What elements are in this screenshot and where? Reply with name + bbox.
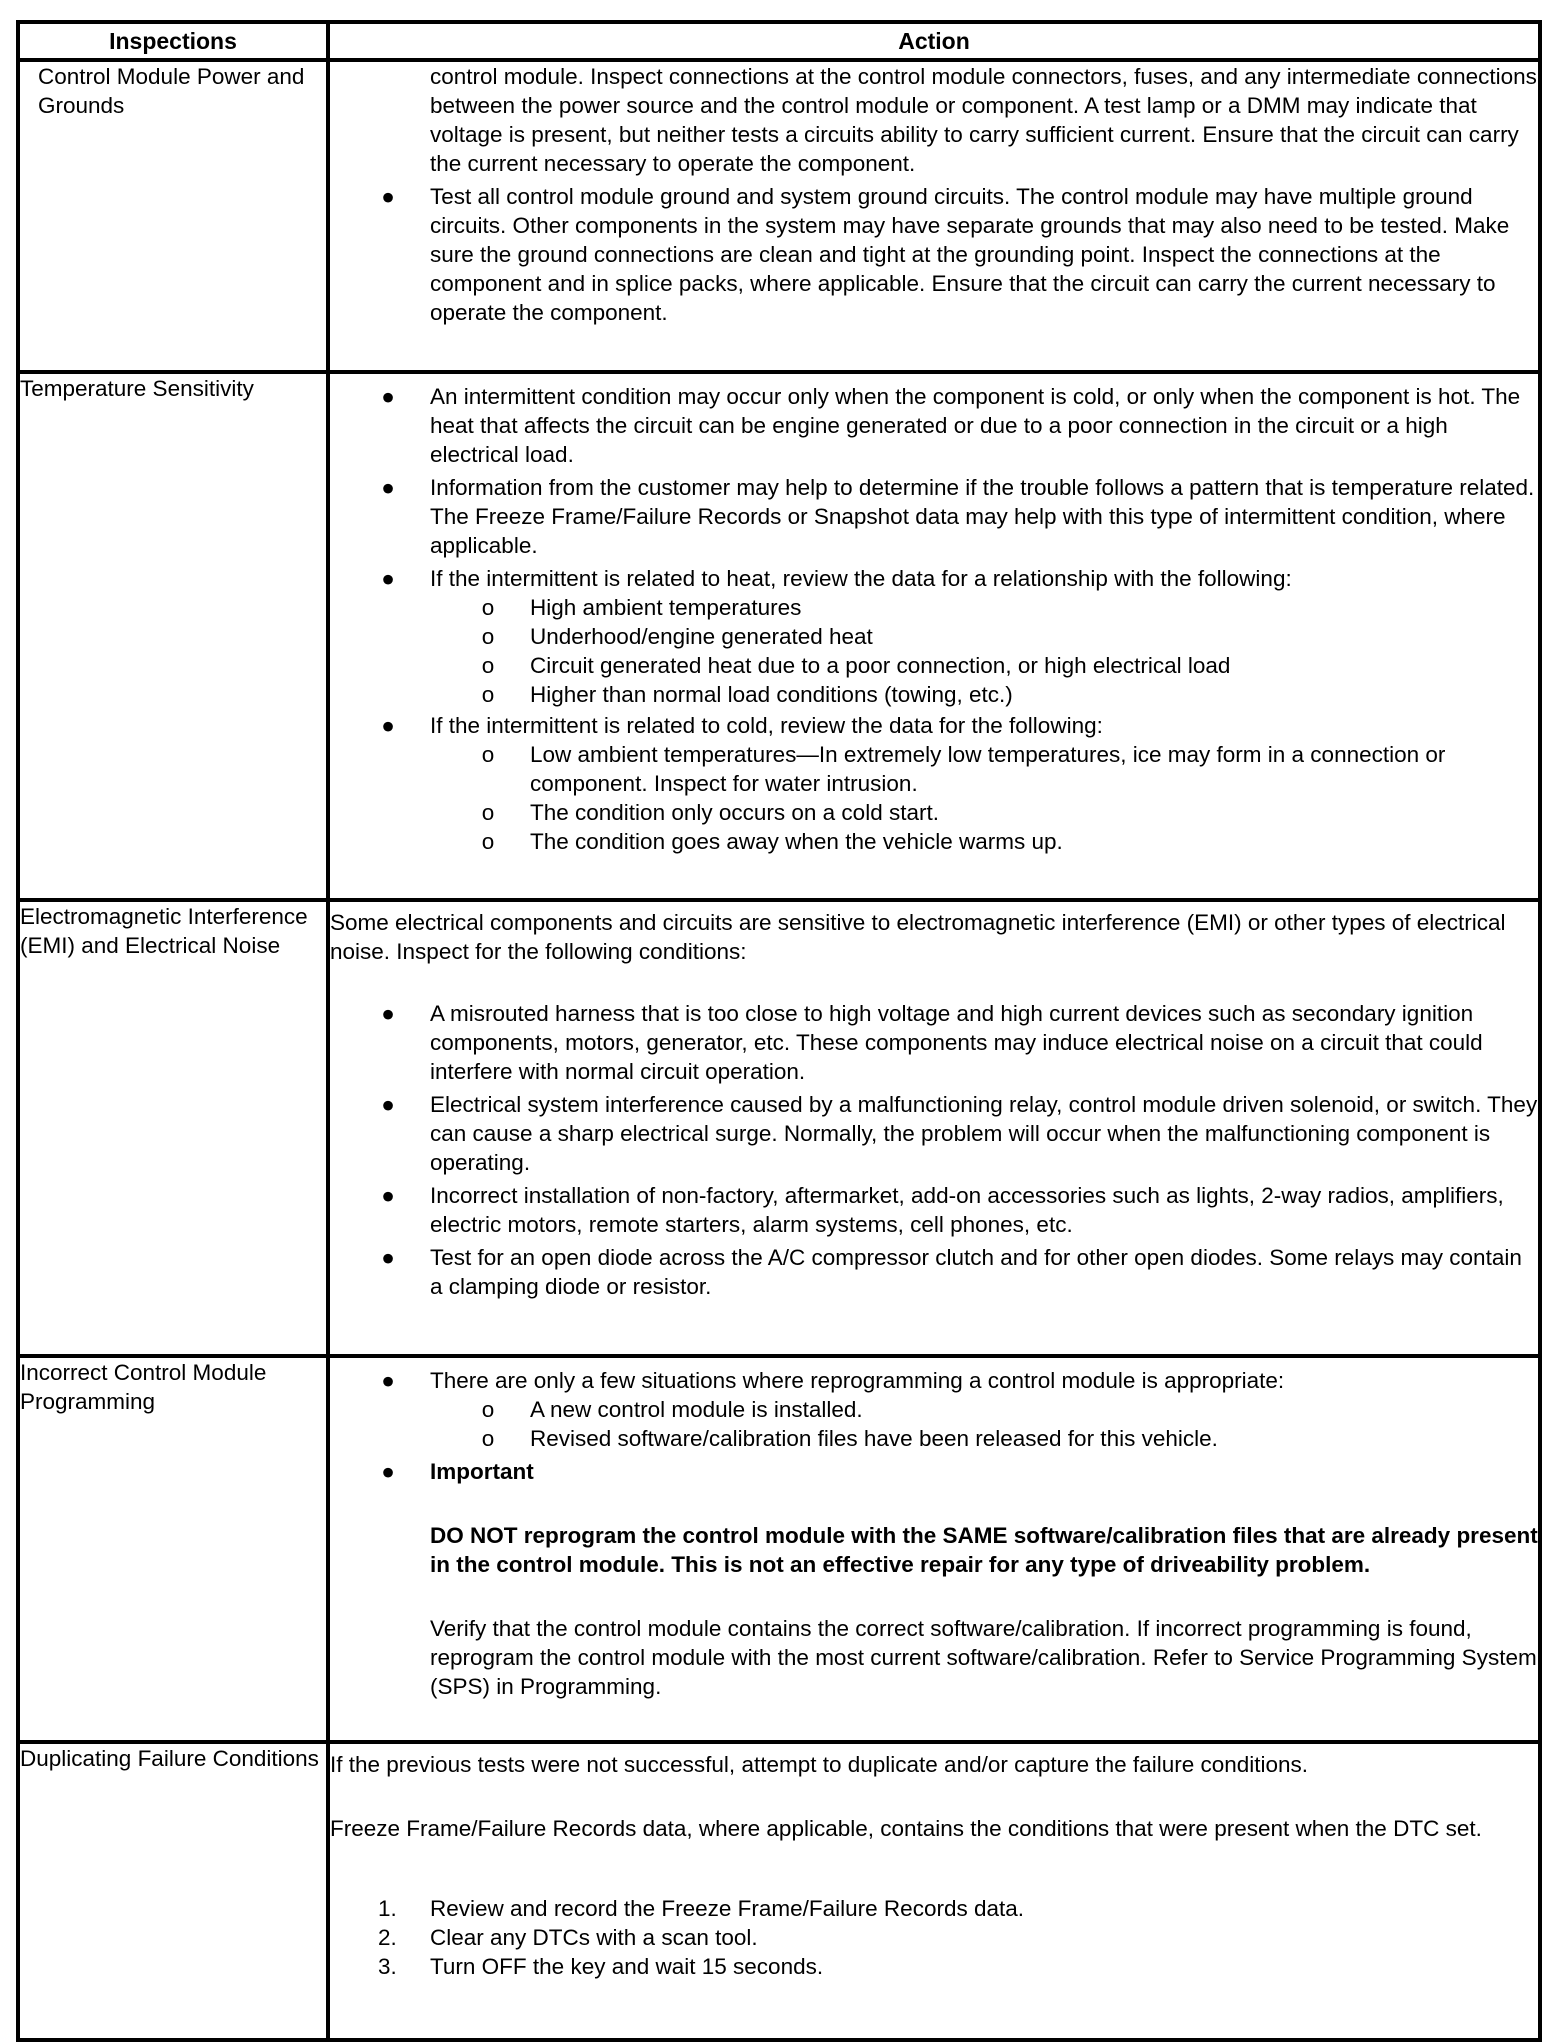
sub-list-item: o Underhood/engine generated heat [330,622,1538,651]
sub-bullet-icon: o [481,829,495,854]
list-item: ● Incorrect installation of non-factory, aftermarket, add-on accessories such as lights, 2-way radios, amplifiers, electric motors, remote starters, alarm systems, cell phones, etc. [330,1181,1538,1239]
bullet-icon: ● [381,475,395,500]
bullet-icon: ● [381,184,395,209]
table-row [18,1356,1540,1742]
list-item: ● If the intermittent is related to cold, review the data for the following: [330,711,1538,740]
sub-bullet-icon: o [481,800,495,825]
table-row [18,1742,1540,2040]
sub-list-item: o The condition only occurs on a cold start. [330,798,1538,827]
sub-list-item: o Low ambient temperatures—In extremely low temperatures, ice may form in a connection or component. Inspect for water intrusion. [330,740,1538,798]
sub-bullet-icon: o [481,1426,495,1451]
paragraph: If the previous tests were not successful, attempt to duplicate and/or capture the failure conditions. [330,1752,1309,1777]
inspection-cell [18,1742,328,2040]
table-header-row [18,22,1540,60]
list-item: ● Test for an open diode across the A/C compressor clutch and for other open diodes. Some relays may contain a clamping diode or resistor. [330,1243,1538,1301]
inspection-label: Duplicating Failure Conditions [20,1746,319,1771]
numbered-step: 3. Turn OFF the key and wait 15 seconds. [378,1954,824,1979]
table-row [18,372,1540,900]
list-item: ● There are only a few situations where reprogramming a control module is appropriate: [330,1366,1538,1395]
bullet-icon: ● [381,384,395,409]
table-row [18,900,1540,1356]
sub-list-item: o Circuit generated heat due to a poor connection, or high electrical load [330,651,1538,680]
bullet-icon: ● [381,1183,395,1208]
numbered-step: 1. Review and record the Freeze Frame/Failure Records data. [378,1896,1025,1921]
bullet-icon: ● [381,1001,395,1026]
action-cell [328,1356,1540,1742]
sub-list-item: o The condition goes away when the vehicle warms up. [330,827,1538,856]
sub-bullet-icon: o [481,1397,495,1422]
sub-list-item: o Revised software/calibration files have been released for this vehicle. [330,1424,1538,1453]
numbered-step: 2. Clear any DTCs with a scan tool. [378,1925,758,1950]
step-number: 1. [378,1896,397,1921]
list-item [330,1457,1538,1486]
bullet-icon: ● [381,1245,395,1270]
action-cell [328,372,1540,900]
action-cell [328,1742,1540,2040]
list-item: ● Test all control module ground and system ground circuits. The control module may have multiple ground circuits. Other components in the system may have separate grounds that may also need to be tested. Make sure the ground connections are clean and tight at the grounding point. Inspect the connections at the component and in splice packs, where applicable. Ensure that the circuit can carry the current necessary to operate the component. [330,182,1538,327]
sub-list-item: o A new control module is installed. [330,1395,1538,1424]
important-label: Important [430,1459,534,1484]
list-item: ● A misrouted harness that is too close to high voltage and high current devices such as secondary ignition components, motors, generator, etc. These components may induce electrical noise on a circuit that could interfere with normal circuit operation. [330,999,1538,1086]
sub-bullet-icon: o [481,742,495,767]
inspection-label: Electromagnetic Interference (EMI) and Electrical Noise [20,904,308,958]
sub-list-item: o High ambient temperatures [330,593,1538,622]
continued-text: control module. Inspect connections at the control module connectors, fuses, and any intermediate connections between the power source and the control module or component. A test lamp or a DMM may indicate that voltage is present, but neither tests a circuits ability to carry sufficient current. Ensure that the circuit can carry the current necessary to operate the component. [430,64,1537,176]
list-item: ● Information from the customer may help to determine if the trouble follows a pattern that is temperature related. The Freeze Frame/Failure Records or Snapshot data may help with this type of intermittent condition, where applicable. [330,473,1538,560]
sub-list-item: o Higher than normal load conditions (towing, etc.) [330,680,1538,709]
sub-bullet-icon: o [481,653,495,678]
list-item: ● Electrical system interference caused by a malfunctioning relay, control module driven solenoid, or switch. They can cause a sharp electrical surge. Normally, the problem will occur when the malfunctioning component is operating. [330,1090,1538,1177]
list-item: ● An intermittent condition may occur only when the component is cold, or only when the component is hot. The heat that affects the circuit can be engine generated or due to a poor connection in the circuit or a high electrical load. [330,382,1538,469]
bullet-icon: ● [381,713,395,738]
inspection-label: Temperature Sensitivity [20,376,254,401]
important-text: DO NOT reprogram the control module with the SAME software/calibration files that are already present in the control module. This is not an effective repair for any type of driveability problem. [430,1523,1538,1577]
verify-text: Verify that the control module contains the correct software/calibration. If incorrect programming is found, reprogram the control module with the most current software/calibration. Refer to Service Programming System (SPS) in Programming. [430,1616,1537,1699]
header-action: Action [328,22,1540,60]
bullet-icon: ● [381,1092,395,1117]
inspection-label: Control Module Power and Grounds [38,64,305,118]
sub-bullet-icon: o [481,595,495,620]
paragraph: Freeze Frame/Failure Records data, where applicable, contains the conditions that were present when the DTC set. [330,1816,1482,1841]
action-cell [328,900,1540,1356]
document-page [16,20,1538,2042]
bullet-icon: ● [381,566,395,591]
sub-bullet-icon: o [481,682,495,707]
intro-text: Some electrical components and circuits are sensitive to electromagnetic interference (EMI) or other types of electrical noise. Inspect for the following conditions: [330,910,1506,964]
step-number: 3. [378,1954,397,1979]
header-inspections: Inspections [18,22,328,60]
inspection-cell [18,900,328,1356]
inspection-cell [18,60,328,372]
sub-bullet-icon: o [481,624,495,649]
list-item: ● If the intermittent is related to heat, review the data for a relationship with the following: [330,564,1538,593]
step-number: 2. [378,1925,397,1950]
bullet-icon: ● [381,1368,395,1393]
inspections-table [16,20,1542,2042]
inspection-cell [18,1356,328,1742]
bullet-icon: ● [381,1459,395,1484]
inspection-label: Incorrect Control Module Programming [20,1360,267,1414]
table-row [18,60,1540,372]
action-cell [328,60,1540,372]
inspection-cell [18,372,328,900]
